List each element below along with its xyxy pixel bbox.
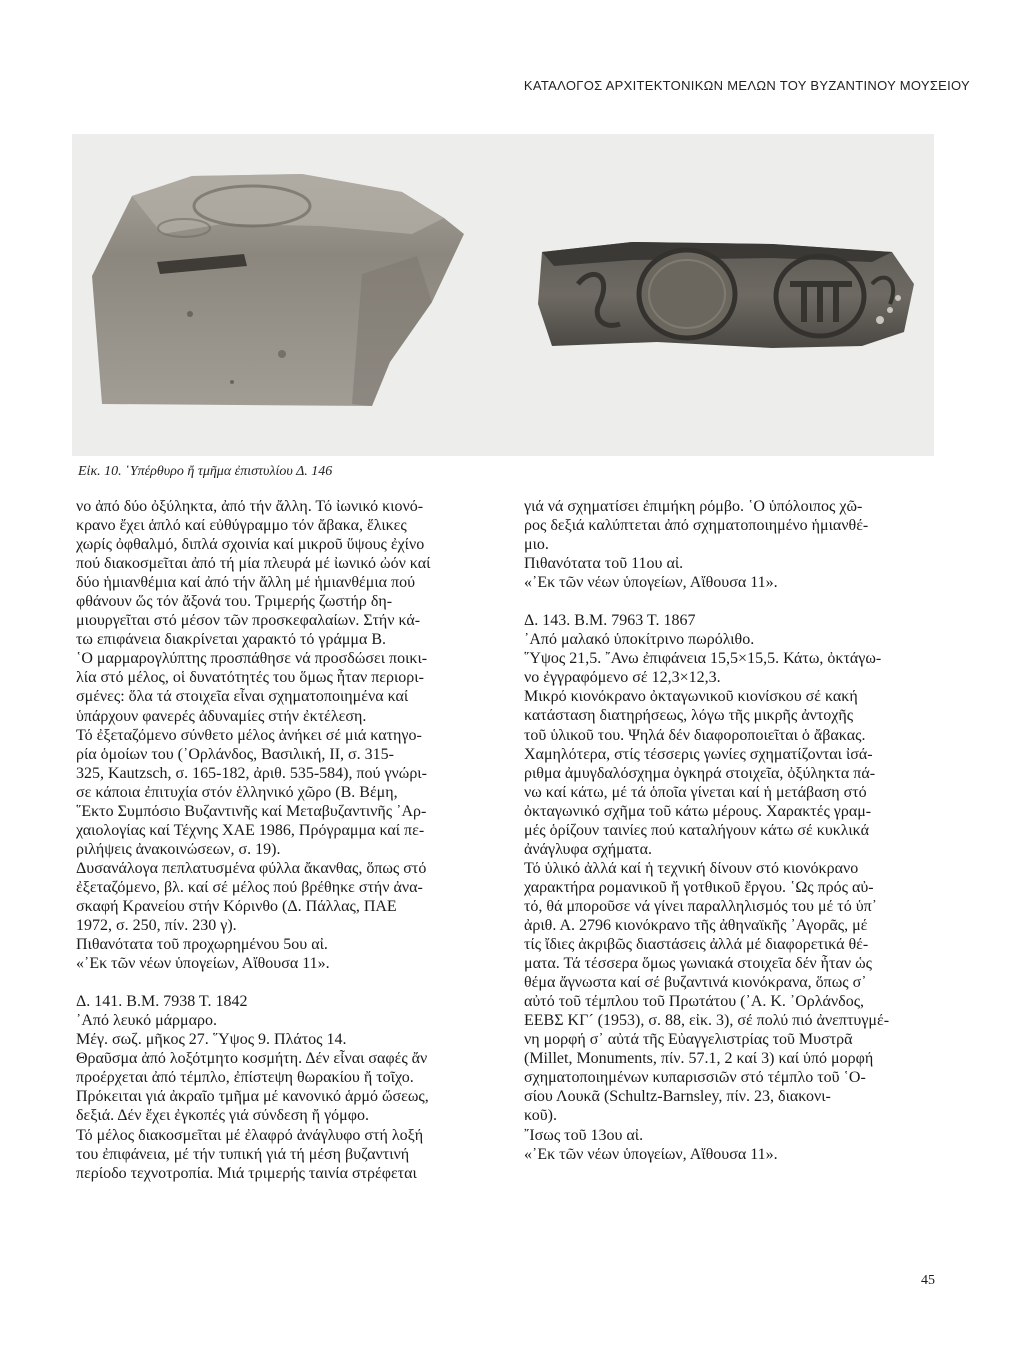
- text-line: Χαμηλότερα, στίς τέσσερις γωνίες σχηματίζονται ἰσά-: [524, 745, 873, 763]
- right-text-column: [524, 497, 934, 1164]
- text-line: Μέγ. σωζ. μῆκος 27. ῞Υψος 9. Πλάτος 14.: [76, 1031, 347, 1049]
- text-line: ἀριθ. Α. 2796 κιονόκρανο τῆς ἀθηναϊκῆς ᾿Αγορᾶς, μέ: [524, 916, 868, 934]
- text-line: σίου Λουκᾶ (Schultz-Barnsley, πίν. 23, διακονι-: [524, 1088, 831, 1106]
- text-line: περίοδο τεχνοτροπία. Μιά τριμερής ταινία στρέφεται: [76, 1164, 417, 1182]
- text-line: μές ὁρίζουν ταινίες πού καταλήγουν κάτω σέ κυκλικά: [524, 821, 869, 839]
- text-line: ὀκταγωνικό σχῆμα τοῦ κάτω μέρους. Χαρακτές γραμ-: [524, 802, 872, 820]
- text-line: χαρακτήρα ρομανικοῦ ἤ γοτθικοῦ ἔργου. ῾Ως πρός αὐ-: [524, 878, 874, 896]
- text-line: γιά νά σχηματίσει ἐπιμήκη ρόμβο. ῾Ο ὑπόλοιπος χῶ-: [524, 498, 863, 515]
- text-line: ῞Εκτο Συμπόσιο Βυζαντινῆς καί Μεταβυζαντινῆς ᾿Αρ-: [76, 802, 427, 820]
- text-line: ἀνάγλυφα σχήματα.: [524, 840, 652, 858]
- text-line: ῞Υψος 21,5. ῎Ανω ἐπιφάνεια 15,5×15,5. Κάτω, ὀκτάγω-: [524, 650, 882, 668]
- text-line: ῾Ο μαρμαρογλύπτης προσπάθησε νά προσδώσει ποικι-: [76, 650, 428, 668]
- text-line: Πιθανότατα τοῦ 11ου αἰ.: [524, 555, 684, 573]
- figure-caption: Εἰκ. 10. ῾Υπέρθυρο ἤ τμῆμα ἐπιστυλίου Δ. 146: [78, 464, 333, 479]
- text-line: 1972, σ. 250, πίν. 230 γ).: [76, 917, 237, 935]
- text-line: [76, 973, 486, 992]
- text-line: νη μορφή σ᾿ αὐτά τῆς Εὐαγγελιστρίας τοῦ Μυστρᾶ: [524, 1031, 853, 1049]
- text-line: ΕΕΒΣ ΚΓ´ (1953), σ. 88, εἰκ. 3), σέ πολύ πιό ἀνεπτυγμέ-: [524, 1012, 890, 1030]
- text-line: ματα. Τά τέσσερα ὅμως γωνιακά στοιχεῖα δέν ἦταν ὡς: [524, 955, 872, 973]
- text-line: φθάνουν ὥς τόν ἄξονά του. Τριμερής ζωστήρ δη-: [76, 593, 393, 611]
- text-line: σε κάποια ἐπιτυχία στόν ἑλληνικό χῶρο (Β. Βέμη,: [76, 783, 398, 801]
- text-line: δεξιά. Δέν ἔχει ἐγκοπές γιά σύνδεση ἤ γόμφο.: [76, 1107, 369, 1125]
- text-line: Τό ὑλικό ἀλλά καί ἡ τεχνική δίνουν στό κιονόκρανο: [524, 859, 859, 877]
- text-line: τό, θά μποροῦσε νά γίνει παραλληλισμός του μέ τό ὑπ᾿: [524, 897, 878, 915]
- text-line: μιο.: [524, 536, 549, 554]
- text-line: νο ἀπό δύο ὀξύληκτα, ἀπό τήν ἄλλη. Τό ἰωνικό κιονό-: [76, 498, 424, 515]
- text-line: ὑπάρχουν φανερές ἀδυναμίες στήν ἐκτέλεση.: [76, 707, 367, 725]
- text-line: λία στό μέλος, οἱ δυνατότητές του ὅμως ἦταν περιορι-: [76, 669, 424, 687]
- text-line: σμένες: ὅλα τά στοιχεῖα εἶναι σχηματοποιημένα καί: [76, 688, 409, 706]
- text-line: ρία ὁμοίων του (᾿Ορλάνδος, Βασιλική, ΙΙ, σ. 315-: [76, 745, 395, 763]
- text-line: του ἐπιφάνεια, μέ τήν τυπική γιά τή μέση βυζαντινή: [76, 1145, 410, 1163]
- figure-photograph: [72, 134, 934, 456]
- text-line: τω επιφάνεια διακρίνεται χαρακτό τό γράμμα Β.: [76, 631, 387, 649]
- text-line: σχηματοποιημένων κυπαρισσιῶν στό τέμπλο τοῦ ῾Ο-: [524, 1069, 866, 1087]
- text-line: ῎Ισως τοῦ 13ου αἰ.: [524, 1126, 644, 1144]
- text-line: 325, Kautzsch, σ. 165-182, ἀριθ. 535-584), πού γνώρι-: [76, 764, 427, 782]
- text-line: χωρίς ὀφθαλμό, διπλά σχοινία καί μικροῦ ὕψους ἐχίνο: [76, 536, 425, 554]
- left-stone-fragment: [92, 174, 464, 406]
- text-line: ριλήψεις ἀνακοινώσεων, σ. 19).: [76, 840, 281, 858]
- text-line: «᾿Εκ τῶν νέων ὑπογείων, Αἴθουσα 11».: [524, 574, 778, 592]
- text-line: Πρόκειται γιά ἀκραῖο τμῆμα μέ κανονικό ἁρμό ὤσεως,: [76, 1088, 429, 1106]
- text-line: νο ἐγγραφόμενο σέ 12,3×12,3.: [524, 669, 721, 687]
- text-line: θέμα ἄγνωστα καί σέ βυζαντινά κιονόκρανα, ὅπως σ᾿: [524, 974, 867, 992]
- text-line: πού διακοσμεῖται ἀπό τή μία πλευρά μέ ἰωνικό ὠόν καί: [76, 555, 431, 573]
- right-stone-fragment: [538, 242, 914, 348]
- text-line: μιουργεῖται στό μέσον τῶν προσκεφαλαίων. Στήν κά-: [76, 612, 421, 630]
- text-line: ᾿Από μαλακό ὑποκίτρινο πωρόλιθο.: [524, 631, 755, 649]
- text-line: Τό μέλος διακοσμεῖται μέ ἐλαφρό ἀνάγλυφο στή λοξή: [76, 1126, 424, 1144]
- text-line: δύο ἡμιανθέμια καί ἀπό τήν ἄλλη μέ ἡμιανθέμια πού: [76, 574, 416, 592]
- page-number: 45: [921, 1273, 935, 1288]
- text-line: ἐξεταζόμενο, βλ. καί σέ μέλος πού βρέθηκε στήν ἀνα-: [76, 878, 423, 896]
- text-line: νω καί κάτω, μέ τά ὁποῖα γίνεται καί ἡ μετάβαση στό: [524, 783, 867, 801]
- text-line: σκαφή Κρανείου στήν Κόρινθο (Δ. Πάλλας, ΠΑΕ: [76, 897, 397, 915]
- text-line: [524, 592, 934, 611]
- text-line: τίς ἴδιες ἀκριβῶς διαστάσεις ἀλλά μέ διαφορετικά θέ-: [524, 936, 869, 954]
- text-line: ρος δεξιά καλύπτεται ἀπό σχηματοποιημένο ἡμιανθέ-: [524, 517, 869, 535]
- text-line: τοῦ ὑλικοῦ του. Ψηλά δέν διαφοροποιεῖται ὁ ἄβακας.: [524, 726, 866, 744]
- text-line: Θραῦσμα ἀπό λοξότμητο κοσμήτη. Δέν εἶναι σαφές ἄν: [76, 1050, 428, 1068]
- text-line: χαιολογίας καί Τέχνης ΧΑΕ 1986, Πρόγραμμα καί πε-: [76, 821, 425, 839]
- text-line: Τό ἐξεταζόμενο σύνθετο μέλος ἀνήκει σέ μιά κατηγο-: [76, 726, 422, 744]
- text-line: κοῦ).: [524, 1107, 557, 1125]
- text-line: κρανο ἔχει ἁπλό καί εὐθύγραμμο τόν ἄβακα, ἕλικες: [76, 517, 407, 535]
- left-text-column: [76, 497, 486, 1183]
- text-line: (Millet, Monuments, πίν. 57.1, 2 καί 3) καί ὑπό μορφή: [524, 1050, 874, 1068]
- text-line: ᾿Από λευκό μάρμαρο.: [76, 1012, 217, 1030]
- text-line: κατάσταση διατηρήσεως, λόγω τῆς μικρῆς ἀντοχῆς: [524, 707, 854, 725]
- text-line: «᾿Εκ τῶν νέων ὑπογείων, Αἴθουσα 11».: [76, 955, 330, 973]
- text-line: αὐτό τοῦ τέμπλου τοῦ Πρωτάτου (᾿Α. Κ. ᾿Ορλάνδος,: [524, 993, 865, 1011]
- text-line: προέρχεται ἀπό τέμπλο, ἐπίστεψη θωρακίου ἤ τοῖχο.: [76, 1069, 414, 1087]
- text-line: Μικρό κιονόκρανο ὀκταγωνικοῦ κιονίσκου σέ κακή: [524, 688, 858, 706]
- text-line: Δ. 141. Β.Μ. 7938 Τ. 1842: [76, 993, 248, 1011]
- text-line: Δυσανάλογα πεπλατυσμένα φύλλα ἄκανθας, ὅπως στό: [76, 859, 427, 877]
- text-line: «᾿Εκ τῶν νέων ὑπογείων, Αἴθουσα 11».: [524, 1145, 778, 1163]
- text-line: ριθμα ἀμυγδαλόσχημα ὀγκηρά στοιχεῖα, ὀξύληκτα πά-: [524, 764, 876, 782]
- text-line: Πιθανότατα τοῦ προχωρημένου 5ου αἰ.: [76, 936, 328, 954]
- text-line: Δ. 143. Β.Μ. 7963 Τ. 1867: [524, 612, 696, 630]
- running-header: ΚΑΤΑΛΟΓΟΣ ΑΡΧΙΤΕΚΤΟΝΙΚΩΝ ΜΕΛΩΝ ΤΟΥ ΒΥΖΑΝΤΙΝΟΥ ΜΟΥΣΕΙΟΥ: [523, 78, 970, 93]
